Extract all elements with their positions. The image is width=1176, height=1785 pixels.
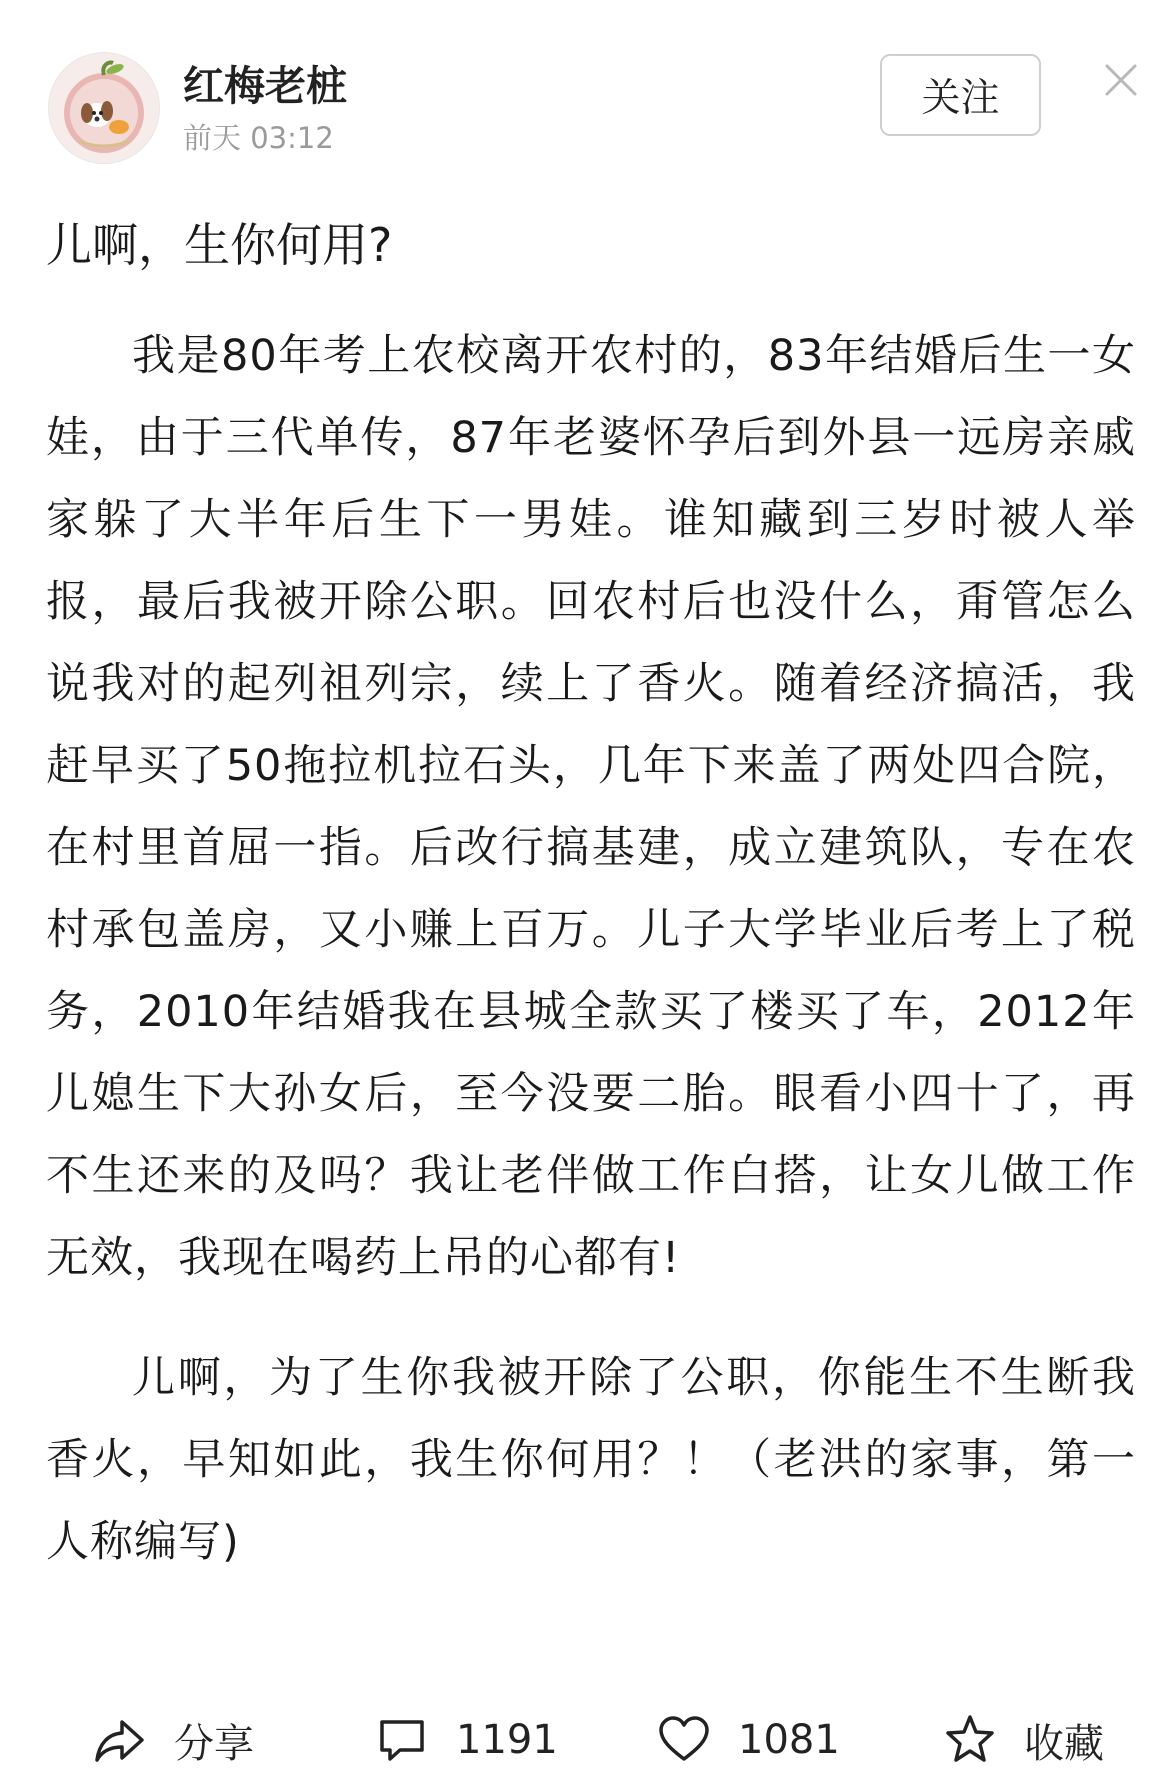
post-header: [0, 0, 1176, 190]
share-button[interactable]: [92, 1708, 254, 1772]
avatar-apple-puppy-image: [49, 53, 159, 163]
favorite-label: 收藏: [1024, 1720, 1104, 1767]
post-paragraph: 我是80年考上农校离开农村的，83年结婚后生一女娃，由于三代单传，87年老婆怀孕后到外县一远房亲戚家躲了大半年后生下一男娃。谁知藏到三岁时被人举报，最后我被开除公职。回农村后也没什么，甭管怎么说我对的起列祖列宗，续上了香火。随着经济搞活，我赶早买了50拖拉机拉石头，几年下来盖了两处四合院，在村里首屈一指。后改行搞基建，成立建筑队，专在农村承包盖房，又小赚上百万。儿子大学毕业后考上了税务，2010年结婚我在县城全款买了楼买了车，2012年儿媳生下大孙女后，至今没要二胎。眼看小四十了，再不生还来的及吗？我让老伴做工作白搭，让女儿做工作无效，我现在喝药上吊的心都有!: [46, 331, 1136, 1283]
share-arrow-icon: [92, 1712, 148, 1768]
like-count: 1081: [738, 1717, 840, 1763]
heart-icon: [656, 1712, 712, 1768]
comment-count: 1191: [456, 1717, 558, 1763]
close-icon[interactable]: [1103, 62, 1139, 98]
action-bar: [0, 1700, 1176, 1785]
like-button[interactable]: [656, 1708, 840, 1772]
author-name[interactable]: 红梅老桩: [183, 62, 347, 110]
post-content: [46, 205, 1136, 1583]
share-label: 分享: [174, 1720, 254, 1767]
star-icon: [942, 1712, 998, 1768]
follow-button[interactable]: 关注: [880, 54, 1041, 136]
post-paragraph: 儿啊，为了生你我被开除了公职，你能生不生断我香火，早知如此，我生你何用？！（老洪的家事，第一人称编写): [46, 1353, 1136, 1567]
avatar[interactable]: [48, 52, 160, 164]
favorite-button[interactable]: [942, 1708, 1104, 1772]
post-time: 前天 03:12: [183, 121, 334, 155]
post-headline: 儿啊，生你何用?: [46, 218, 393, 272]
comment-bubble-icon: [374, 1712, 430, 1768]
comment-button[interactable]: [374, 1708, 558, 1772]
